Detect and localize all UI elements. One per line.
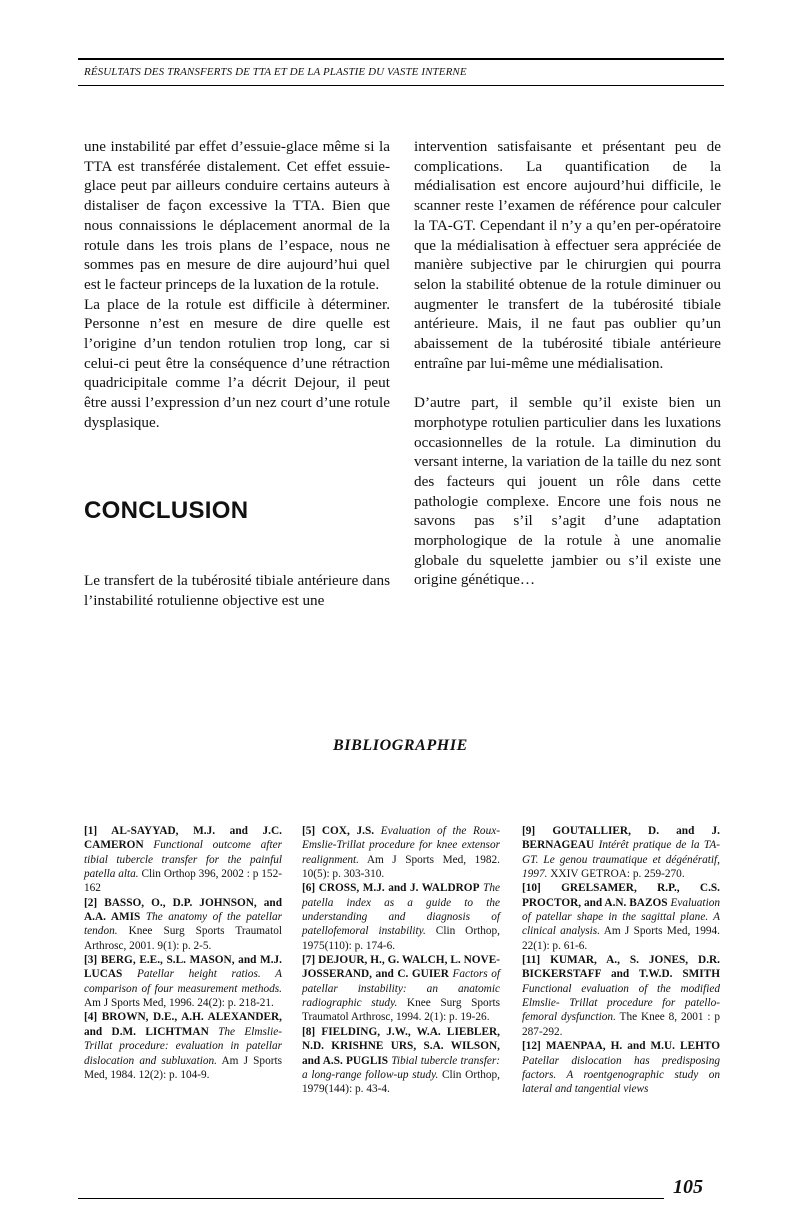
reference-item: [10] GRELSAMER, R.P., C.S. PROCTOR, and A.N. BAZOS Evaluation of patellar shape in the sagittal plane. A clinical analysis. Am J Sports Med, 1994. 22(1): p. 61-6. (522, 882, 721, 952)
top-rule (78, 58, 724, 60)
conclusion-heading: CONCLUSION (84, 497, 249, 524)
reference-item: [9] GOUTALLIER, D. and J. BERNAGEAU Intérêt pratique de la TA-GT. Le genou traumatique et dégénératif, 1997. XXIV GETROA: p. 259-270. (522, 825, 720, 881)
page-number: 105 (673, 1176, 703, 1198)
left-paragraph-2: La place de la rotule est difficile à déterminer. Personne n’est en mesure de dire quelle est l’origine d’un tendon rotulien trop long, car si celui-ci peut être la conséquence d’une rétraction quadricipitale comme l’a décrit Dejour, il peut être aussi l’expression d’un nez court d’une rotule dysplasique. (84, 295, 390, 431)
left-paragraph-3: Le transfert de la tubérosité tibiale antérieure dans l’instabilité rotulienne objective est une (84, 572, 390, 609)
right-column (414, 137, 721, 590)
reference-column-1 (84, 824, 282, 1082)
reference-item: [8] FIELDING, J.W., W.A. LIEBLER, N.D. KRISHNE URS, S.A. WILSON, and A.S. PUGLIS Tibial tubercle transfer: a long-range follow-up study. Clin Orthop, 1979(144): p. 43-4. (302, 1025, 501, 1096)
reference-item: [3] BERG, E.E., S.L. MASON, and M.J. LUCAS Patellar height ratios. A comparison of four measurement methods. Am J Sports Med, 1996. 24(2): p. 218-21. (84, 954, 282, 1010)
reference-column-2 (302, 824, 500, 1097)
left-paragraph-1: une instabilité par effet d’essuie-glace même si la TTA est transférée distalement. Cet effet essuie-glace peut par ailleurs conduire certains auteurs à distaliser de façon excessive la TTA. Bien que nous connaissions le déplacement anormal de la rotule dans les trois plans de l’espace, nous ne sommes pas en mesure de dire aujourd’hui quel est le facteur princeps de la luxation de la rotule. (84, 138, 390, 293)
reference-item: [5] COX, J.S. Evaluation of the Roux-Emslie-Trillat procedure for knee extensor realignment. Am J Sports Med, 1982. 10(5): p. 303-310. (302, 825, 501, 881)
reference-item: [4] BROWN, D.E., A.H. ALEXANDER, and D.M. LICHTMAN The Elmslie-Trillat procedure: evaluation in patellar dislocation and subluxation. Am J Sports Med, 1984. 12(2): p. 104-9. (84, 1011, 283, 1081)
header-rule (78, 85, 724, 86)
reference-item: [2] BASSO, O., D.P. JOHNSON, and A.A. AMIS The anatomy of the patellar tendon. Knee Surg Sports Traumatol Arthrosc, 2001. 9(1): p. 2-5. (84, 896, 283, 952)
reference-item: [1] AL-SAYYAD, M.J. and J.C. CAMERON Functional outcome after tibial tubercle transfer for the painful patella alta. Clin Orthop 396, 2002 : p 152-162 (84, 825, 282, 895)
left-column-bottom (84, 571, 390, 610)
running-head: RÉSULTATS DES TRANSFERTS DE TTA ET DE LA PLASTIE DU VASTE INTERNE (84, 66, 467, 78)
left-column-top (84, 137, 390, 433)
reference-item: [7] DEJOUR, H., G. WALCH, L. NOVE-JOSSERAND, and C. GUIER Factors of patellar instability: an anatomic radiographic study. Knee Surg Sports Traumatol Arthrosc, 1994. 2(1): p. 19-26. (302, 954, 501, 1024)
reference-item: [6] CROSS, M.J. and J. WALDROP The patella index as a guide to the understanding and diagnosis of patellofemoral instability. Clin Orthop, 1975(110): p. 174-6. (302, 882, 500, 952)
reference-item: [11] KUMAR, A., S. JONES, D.R. BICKERSTAFF and T.W.D. SMITH Functional evaluation of the modified Elmslie- Trillat procedure for patello-femoral dysfunction. The Knee 8, 2001 : p 287-292. (522, 954, 721, 1038)
bibliography-title: BIBLIOGRAPHIE (333, 737, 468, 754)
reference-column-3 (522, 824, 720, 1097)
right-paragraph-2: D’autre part, il semble qu’il existe bien un morphotype rotulien particulier dans les luxations occasionnelles de la rotule. La diminution du versant interne, la variation de la taille du nez sont des facteurs qui jouent un rôle dans cette pathologie complexe. Encore une fois nous ne savons pas s’il s’agit d’une adaptation morphologique de la rotule à une anomalie globale du squelette jambier ou s’il existe une origine génétique… (414, 394, 721, 589)
right-paragraph-1: intervention satisfaisante et présentant peu de complications. La quantification de la médialisation est encore aujourd’hui difficile, le scanner reste l’examen de référence pour calculer la TA-GT. Cependant il n’y a qu’en per-opératoire que la médialisation à effectuer sera appréciée de manière subjective par le chirurgien qui pourra selon la stabilité obtenue de la rotule diminuer ou augmenter le transfert de la tubérosité tibiale antérieure. Mais, il ne faut pas oublier qu’un abaissement de la tubérosité tibiale antérieure entraîne par lui-même une médialisation. (414, 138, 721, 372)
footer-rule (78, 1198, 664, 1199)
reference-item: [12] MAENPAA, H. and M.U. LEHTO Patellar dislocation has predisposing factors. A roentgenographic study on lateral and tangential views (522, 1040, 720, 1096)
